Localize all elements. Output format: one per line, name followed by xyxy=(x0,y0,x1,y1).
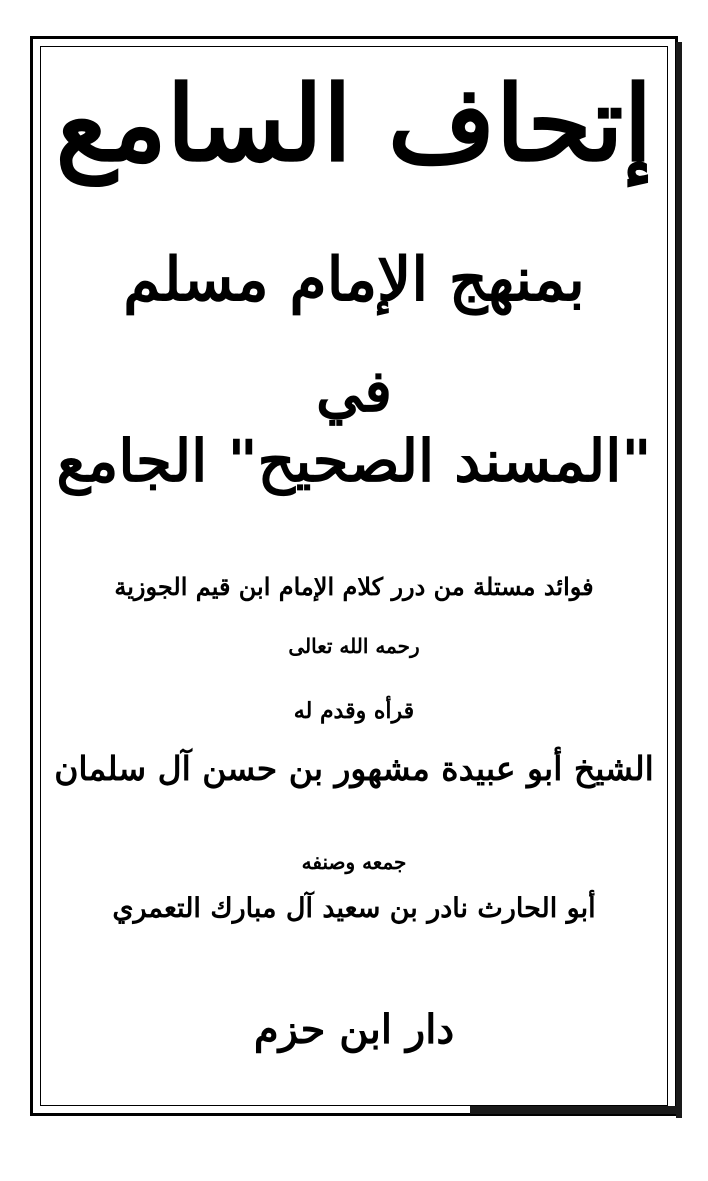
invocation-text: رحمه الله تعالى xyxy=(288,634,420,658)
publisher-name: دار ابن حزم xyxy=(253,1006,455,1053)
book-description: فوائد مستلة من درر كلام الإمام ابن قيم الجوزية xyxy=(114,572,594,601)
compiled-by-label: جمعه وصنفه xyxy=(301,850,407,874)
title-connector: في xyxy=(315,357,393,425)
frame-shadow-right xyxy=(676,42,682,1118)
referenced-book-title: "المسند الصحيح" الجامع xyxy=(56,427,652,495)
author-name: أبو الحارث نادر بن سعيد آل مبارك التعمري xyxy=(112,893,596,924)
sheikh-name: الشيخ أبو عبيدة مشهور بن حسن آل سلمان xyxy=(54,749,654,788)
frame-shadow-bottom xyxy=(470,1106,682,1114)
book-subtitle: بمنهج الإمام مسلم xyxy=(123,245,585,315)
foreword-label: قرأه وقدم له xyxy=(293,698,415,724)
book-title: إتحاف السامع xyxy=(55,62,653,185)
